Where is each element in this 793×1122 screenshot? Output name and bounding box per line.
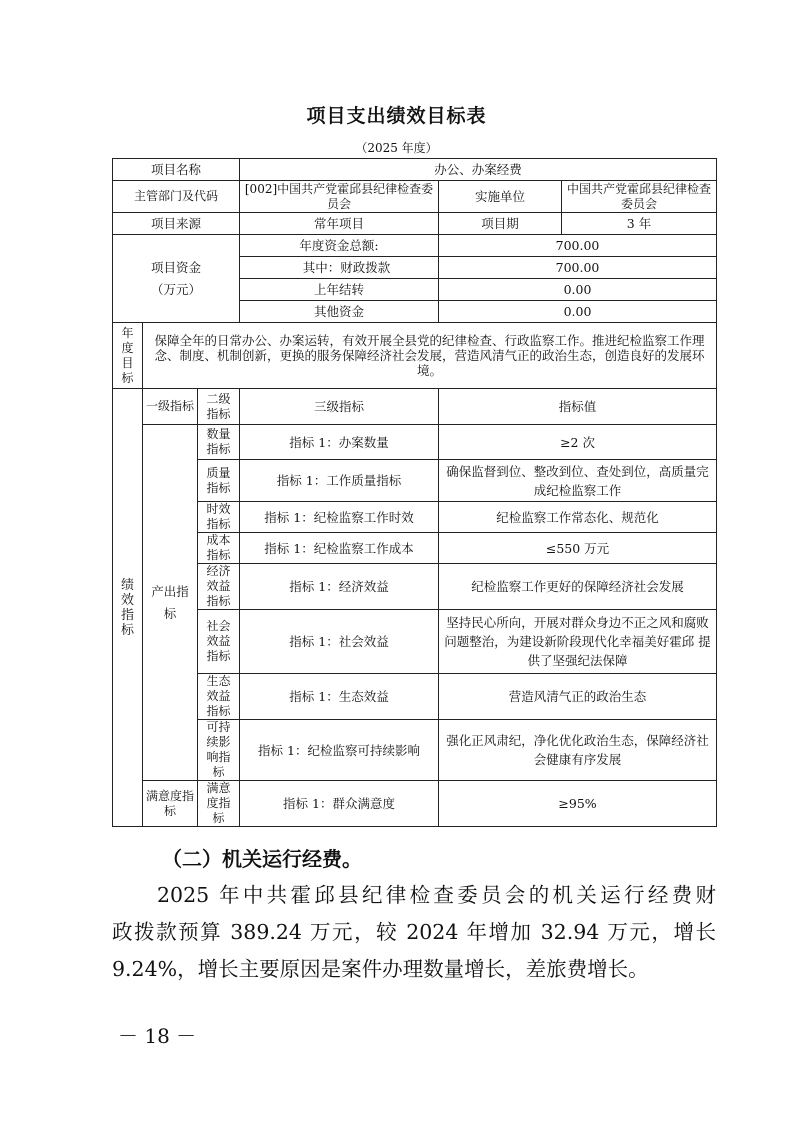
level3-cell: 指标 1：群众满意度 (240, 781, 439, 827)
level2-cell: 生态效益指标 (198, 674, 240, 720)
level3-cell: 指标 1：纪检监察工作时效 (240, 502, 439, 533)
level2-cell: 满意度指标 (198, 781, 240, 827)
paragraph-line: 9.24%，增长主要原因是案件办理数量增长，差旅费增长。 (112, 957, 649, 981)
value-cell: ≥2 次 (439, 425, 717, 460)
level3-cell: 指标 1：经济效益 (240, 564, 439, 610)
value-cell: 纪检监察工作常态化、规范化 (439, 502, 717, 533)
col-value: 指标值 (439, 389, 717, 425)
col-level2: 二级指标 (198, 389, 240, 425)
page-number: － 18 － (118, 1024, 197, 1048)
satisfaction-label: 满意度指标 (143, 781, 198, 827)
dept-label: 主管部门及代码 (113, 181, 240, 213)
goal-label: 年度目标 (113, 323, 143, 389)
funds-item-value: 700.00 (439, 235, 717, 257)
funds-item-label: 其中：财政拨款 (240, 257, 439, 279)
level3-cell: 指标 1：办案数量 (240, 425, 439, 460)
level3-cell: 指标 1：纪检监察工作成本 (240, 533, 439, 564)
row-funds-total (113, 235, 717, 257)
table-row (113, 610, 717, 674)
table-row (113, 781, 717, 827)
funds-label: 项目资金 (151, 259, 202, 275)
funds-unit: （万元） (151, 281, 202, 297)
row-source (113, 213, 717, 235)
value-cell: 强化正风肃纪，净化优化政治生态，保障经济社会健康有序发展 (439, 720, 717, 781)
level2-cell: 社会效益指标 (198, 610, 240, 674)
page-title: 项目支出绩效目标表 (306, 105, 487, 127)
level2-cell: 经济效益指标 (198, 564, 240, 610)
funds-item-label: 其他资金 (240, 301, 439, 323)
goal-text: 保障全年的日常办公、办案运转，有效开展全县党的纪律检查、行政监察工作。推进纪检监察工作理念、制度、机制创新，更换的服务保障经济社会发展，营造风清气正的政治生态，创造良好的发展环境。 (143, 323, 717, 389)
col-level1: 一级指标 (143, 389, 198, 425)
project-name-label: 项目名称 (113, 159, 240, 181)
row-perf-header (113, 389, 717, 425)
table-row (113, 720, 717, 781)
level3-cell: 指标 1：工作质量指标 (240, 460, 439, 502)
table-row (113, 533, 717, 564)
value-cell: ≤550 万元 (439, 533, 717, 564)
level2-cell: 可持续影响指标 (198, 720, 240, 781)
year-label: （2025 年度） (355, 141, 438, 155)
source-value: 常年项目 (240, 213, 439, 235)
funds-item-value: 700.00 (439, 257, 717, 279)
perf-label: 绩效指标 (113, 389, 143, 827)
funds-item-value: 0.00 (439, 279, 717, 301)
paragraph-line: 政拨款预算 389.24 万元，较 2024 年增加 32.94 万元，增长 (112, 920, 716, 944)
project-name-value: 办公、办案经费 (240, 159, 717, 181)
value-cell: 确保监督到位、整改到位、查处到位，高质量完成纪检监察工作 (439, 460, 717, 502)
paragraph-line: 2025 年中共霍邱县纪律检查委员会的机关运行经费财 (157, 883, 716, 907)
level2-cell: 数量指标 (198, 425, 240, 460)
value-cell: 纪检监察工作更好的保障经济社会发展 (439, 564, 717, 610)
output-label: 产出指标 (143, 425, 198, 781)
performance-table (112, 158, 717, 827)
funds-item-label: 上年结转 (240, 279, 439, 301)
level3-cell: 指标 1：社会效益 (240, 610, 439, 674)
col-level3: 三级指标 (240, 389, 439, 425)
level2-cell: 成本指标 (198, 533, 240, 564)
value-cell: 营造风清气正的政治生态 (439, 674, 717, 720)
table-row (113, 502, 717, 533)
table-row (113, 460, 717, 502)
row-project-name (113, 159, 717, 181)
level3-cell: 指标 1：纪检监察可持续影响 (240, 720, 439, 781)
row-annual-goal (113, 323, 717, 389)
level2-cell: 时效指标 (198, 502, 240, 533)
exec-unit-value: 中国共产党霍邱县纪律检查委员会 (562, 181, 717, 213)
exec-unit-label: 实施单位 (439, 181, 562, 213)
value-cell: 坚持民心所向，开展对群众身边不正之风和腐败问题整治，为建设新阶段现代化幸福美好霍邱 提供了坚强纪法保障 (439, 610, 717, 674)
value-cell: ≥95% (439, 781, 717, 827)
period-value: 3 年 (562, 213, 717, 235)
level2-cell: 质量指标 (198, 460, 240, 502)
source-label: 项目来源 (113, 213, 240, 235)
funds-item-label: 年度资金总额: (240, 235, 439, 257)
table-row (113, 425, 717, 460)
level3-cell: 指标 1：生态效益 (240, 674, 439, 720)
section-heading: （二）机关运行经费。 (162, 847, 362, 871)
dept-value: [002]中国共产党霍邱县纪律检查委员会 (240, 181, 439, 213)
table-row (113, 564, 717, 610)
row-dept (113, 181, 717, 213)
funds-label-cell (113, 235, 240, 323)
table-row (113, 674, 717, 720)
funds-item-value: 0.00 (439, 301, 717, 323)
period-label: 项目期 (439, 213, 562, 235)
